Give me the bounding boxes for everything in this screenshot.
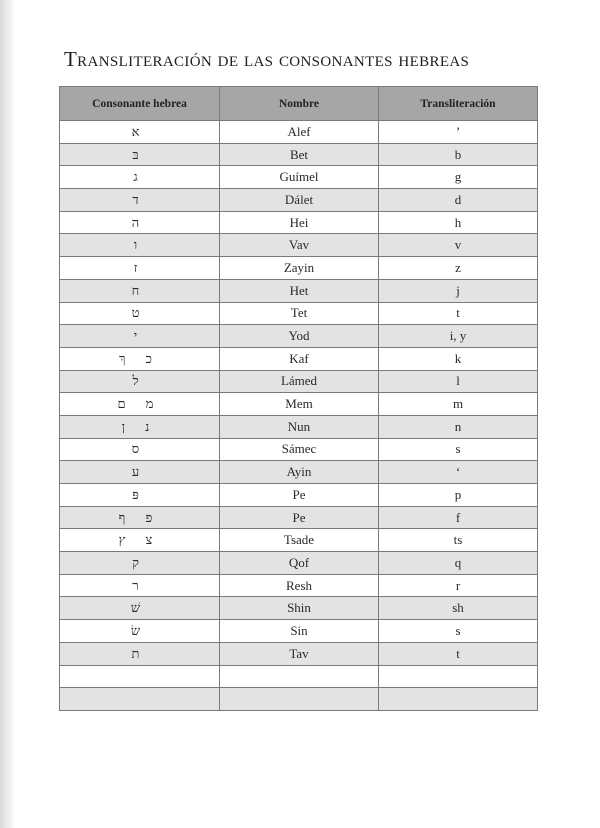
table-row xyxy=(60,461,538,484)
table-row xyxy=(60,370,538,393)
letter-name-cell: Yod xyxy=(220,325,379,348)
letter-name-cell: Dálet xyxy=(220,189,379,212)
transliteration-cell: z xyxy=(379,257,538,280)
hebrew-letter-cell: צ ץ xyxy=(60,529,220,552)
hebrew-letter-cell: ל xyxy=(60,370,220,393)
table-row xyxy=(60,325,538,348)
letter-name-cell: Alef xyxy=(220,121,379,144)
table-row xyxy=(60,597,538,620)
transliteration-cell: h xyxy=(379,211,538,234)
letter-name-cell: Shin xyxy=(220,597,379,620)
transliteration-cell: d xyxy=(379,189,538,212)
table-row xyxy=(60,642,538,665)
letter-name-cell: Vav xyxy=(220,234,379,257)
hebrew-letter-cell: ע xyxy=(60,461,220,484)
letter-name-cell: Pe xyxy=(220,484,379,507)
table-row xyxy=(60,211,538,234)
hebrew-letter-cell: שׁ xyxy=(60,597,220,620)
hebrew-letter-cell: ג xyxy=(60,166,220,189)
letter-name-cell xyxy=(220,688,379,711)
letter-name-cell: Qof xyxy=(220,552,379,575)
transliteration-cell: sh xyxy=(379,597,538,620)
table-row xyxy=(60,574,538,597)
transliteration-cell: f xyxy=(379,506,538,529)
letter-name-cell: Zayin xyxy=(220,257,379,280)
table-row xyxy=(60,665,538,688)
letter-name-cell: Sin xyxy=(220,620,379,643)
hebrew-letter-cell: מ ם xyxy=(60,393,220,416)
table-row xyxy=(60,234,538,257)
hebrew-letter-cell: בּ xyxy=(60,143,220,166)
table-row xyxy=(60,189,538,212)
letter-name-cell: Het xyxy=(220,279,379,302)
table-row xyxy=(60,121,538,144)
transliteration-cell xyxy=(379,688,538,711)
hebrew-letter-cell: פ ף xyxy=(60,506,220,529)
transliteration-cell: k xyxy=(379,347,538,370)
table-row xyxy=(60,347,538,370)
table-row xyxy=(60,393,538,416)
hebrew-letter-cell: ח xyxy=(60,279,220,302)
hebrew-letter-cell: פּ xyxy=(60,484,220,507)
letter-name-cell: Resh xyxy=(220,574,379,597)
transliteration-cell: b xyxy=(379,143,538,166)
hebrew-letter-cell: ס xyxy=(60,438,220,461)
letter-name-cell: Mem xyxy=(220,393,379,416)
letter-name-cell: Tav xyxy=(220,642,379,665)
hebrew-letter-cell: ת xyxy=(60,642,220,665)
transliteration-cell: ʼ xyxy=(379,121,538,144)
header-hebrew-consonant: Consonante hebrea xyxy=(60,87,220,121)
hebrew-letter-cell: ר xyxy=(60,574,220,597)
transliteration-cell: ʻ xyxy=(379,461,538,484)
transliteration-cell: s xyxy=(379,438,538,461)
hebrew-letter-cell: א xyxy=(60,121,220,144)
letter-name-cell: Bet xyxy=(220,143,379,166)
transliteration-cell: p xyxy=(379,484,538,507)
transliteration-cell: ts xyxy=(379,529,538,552)
hebrew-letter-cell: שׂ xyxy=(60,620,220,643)
page-title: Transliteración de las consonantes hebreas xyxy=(64,47,470,71)
letter-name-cell: Guímel xyxy=(220,166,379,189)
letter-name-cell: Nun xyxy=(220,415,379,438)
table-row xyxy=(60,529,538,552)
letter-name-cell: Lámed xyxy=(220,370,379,393)
letter-name-cell: Pe xyxy=(220,506,379,529)
table-row xyxy=(60,688,538,711)
letter-name-cell: Kaf xyxy=(220,347,379,370)
transliteration-cell: s xyxy=(379,620,538,643)
transliteration-cell: j xyxy=(379,279,538,302)
transliteration-table xyxy=(59,86,538,711)
header-transliteration: Transliteración xyxy=(379,87,538,121)
hebrew-letter-cell: י xyxy=(60,325,220,348)
table-row xyxy=(60,302,538,325)
table-row xyxy=(60,257,538,280)
transliteration-cell: v xyxy=(379,234,538,257)
table-row xyxy=(60,506,538,529)
table-row xyxy=(60,484,538,507)
hebrew-letter-cell: ד xyxy=(60,189,220,212)
hebrew-letter-cell: ו xyxy=(60,234,220,257)
letter-name-cell: Ayin xyxy=(220,461,379,484)
letter-name-cell xyxy=(220,665,379,688)
transliteration-cell xyxy=(379,665,538,688)
letter-name-cell: Tsade xyxy=(220,529,379,552)
transliteration-cell: g xyxy=(379,166,538,189)
header-name: Nombre xyxy=(220,87,379,121)
hebrew-letter-cell: ט xyxy=(60,302,220,325)
hebrew-letter-cell: ה xyxy=(60,211,220,234)
transliteration-cell: t xyxy=(379,642,538,665)
transliteration-cell: i, y xyxy=(379,325,538,348)
table-row xyxy=(60,279,538,302)
table-header-row xyxy=(60,87,538,121)
table-row xyxy=(60,620,538,643)
transliteration-cell: r xyxy=(379,574,538,597)
page-edge-shadow xyxy=(0,0,14,828)
hebrew-letter-cell: נ ן xyxy=(60,415,220,438)
table-row xyxy=(60,166,538,189)
letter-name-cell: Sámec xyxy=(220,438,379,461)
transliteration-cell: q xyxy=(379,552,538,575)
hebrew-letter-cell: כ ךְ xyxy=(60,347,220,370)
letter-name-cell: Tet xyxy=(220,302,379,325)
hebrew-letter-cell xyxy=(60,665,220,688)
hebrew-letter-cell: ז xyxy=(60,257,220,280)
table-row xyxy=(60,552,538,575)
transliteration-cell: n xyxy=(379,415,538,438)
transliteration-cell: m xyxy=(379,393,538,416)
table-row xyxy=(60,415,538,438)
transliteration-cell: l xyxy=(379,370,538,393)
table-row xyxy=(60,438,538,461)
transliteration-cell: t xyxy=(379,302,538,325)
hebrew-letter-cell xyxy=(60,688,220,711)
hebrew-letter-cell: ק xyxy=(60,552,220,575)
letter-name-cell: Hei xyxy=(220,211,379,234)
table-row xyxy=(60,143,538,166)
